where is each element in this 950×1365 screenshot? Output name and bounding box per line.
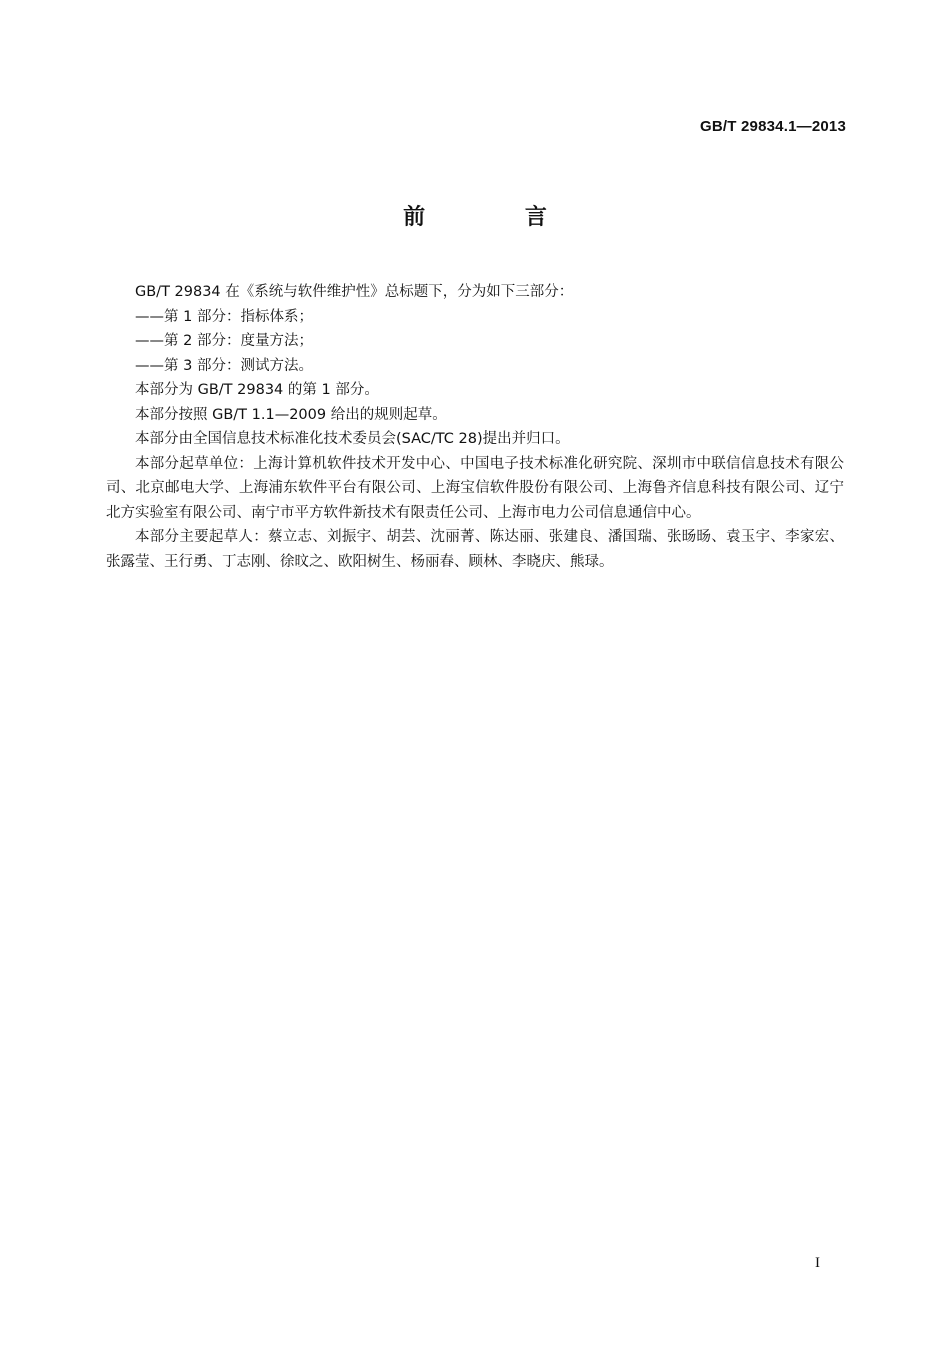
foreword-body bbox=[106, 280, 844, 574]
page-number: I bbox=[815, 1255, 820, 1271]
list-item-part-3: ——第 3 部分：测试方法。 bbox=[135, 357, 313, 374]
paragraph-intro: GB/T 29834 在《系统与软件维护性》总标题下，分为如下三部分： bbox=[135, 284, 574, 300]
list-item-part-1: ——第 1 部分：指标体系； bbox=[135, 308, 313, 325]
paragraph-drafters: 本部分主要起草人：蔡立志、刘振宇、胡芸、沈丽菁、陈达丽、张建良、潘国瑞、张旸旸、袁玉宇、李家宏、张露莹、王行勇、丁志刚、徐旼之、欧阳树生、杨丽春、顾林、李晓庆、熊琭。 bbox=[106, 529, 844, 570]
paragraph-part-statement: 本部分为 GB/T 29834 的第 1 部分。 bbox=[135, 382, 379, 398]
page-title: 前 言 bbox=[403, 205, 593, 230]
paragraph-drafting-rules: 本部分按照 GB/T 1.1—2009 给出的规则起草。 bbox=[135, 406, 447, 423]
document-id: GB/T 29834.1—2013 bbox=[700, 118, 846, 135]
paragraph-proposer: 本部分由全国信息技术标准化技术委员会(SAC/TC 28)提出并归口。 bbox=[135, 431, 570, 447]
list-item-part-2: ——第 2 部分：度量方法； bbox=[135, 333, 313, 349]
paragraph-drafting-units: 本部分起草单位：上海计算机软件技术开发中心、中国电子技术标准化研究院、深圳市中联信信息技术有限公司、北京邮电大学、上海浦东软件平台有限公司、上海宝信软件股份有限公司、上海鲁齐信息科技有限公司、辽宁北方实验室有限公司、南宁市平方软件新技术有限责任公司、上海市电力公司信息通信中心。 bbox=[106, 455, 844, 521]
